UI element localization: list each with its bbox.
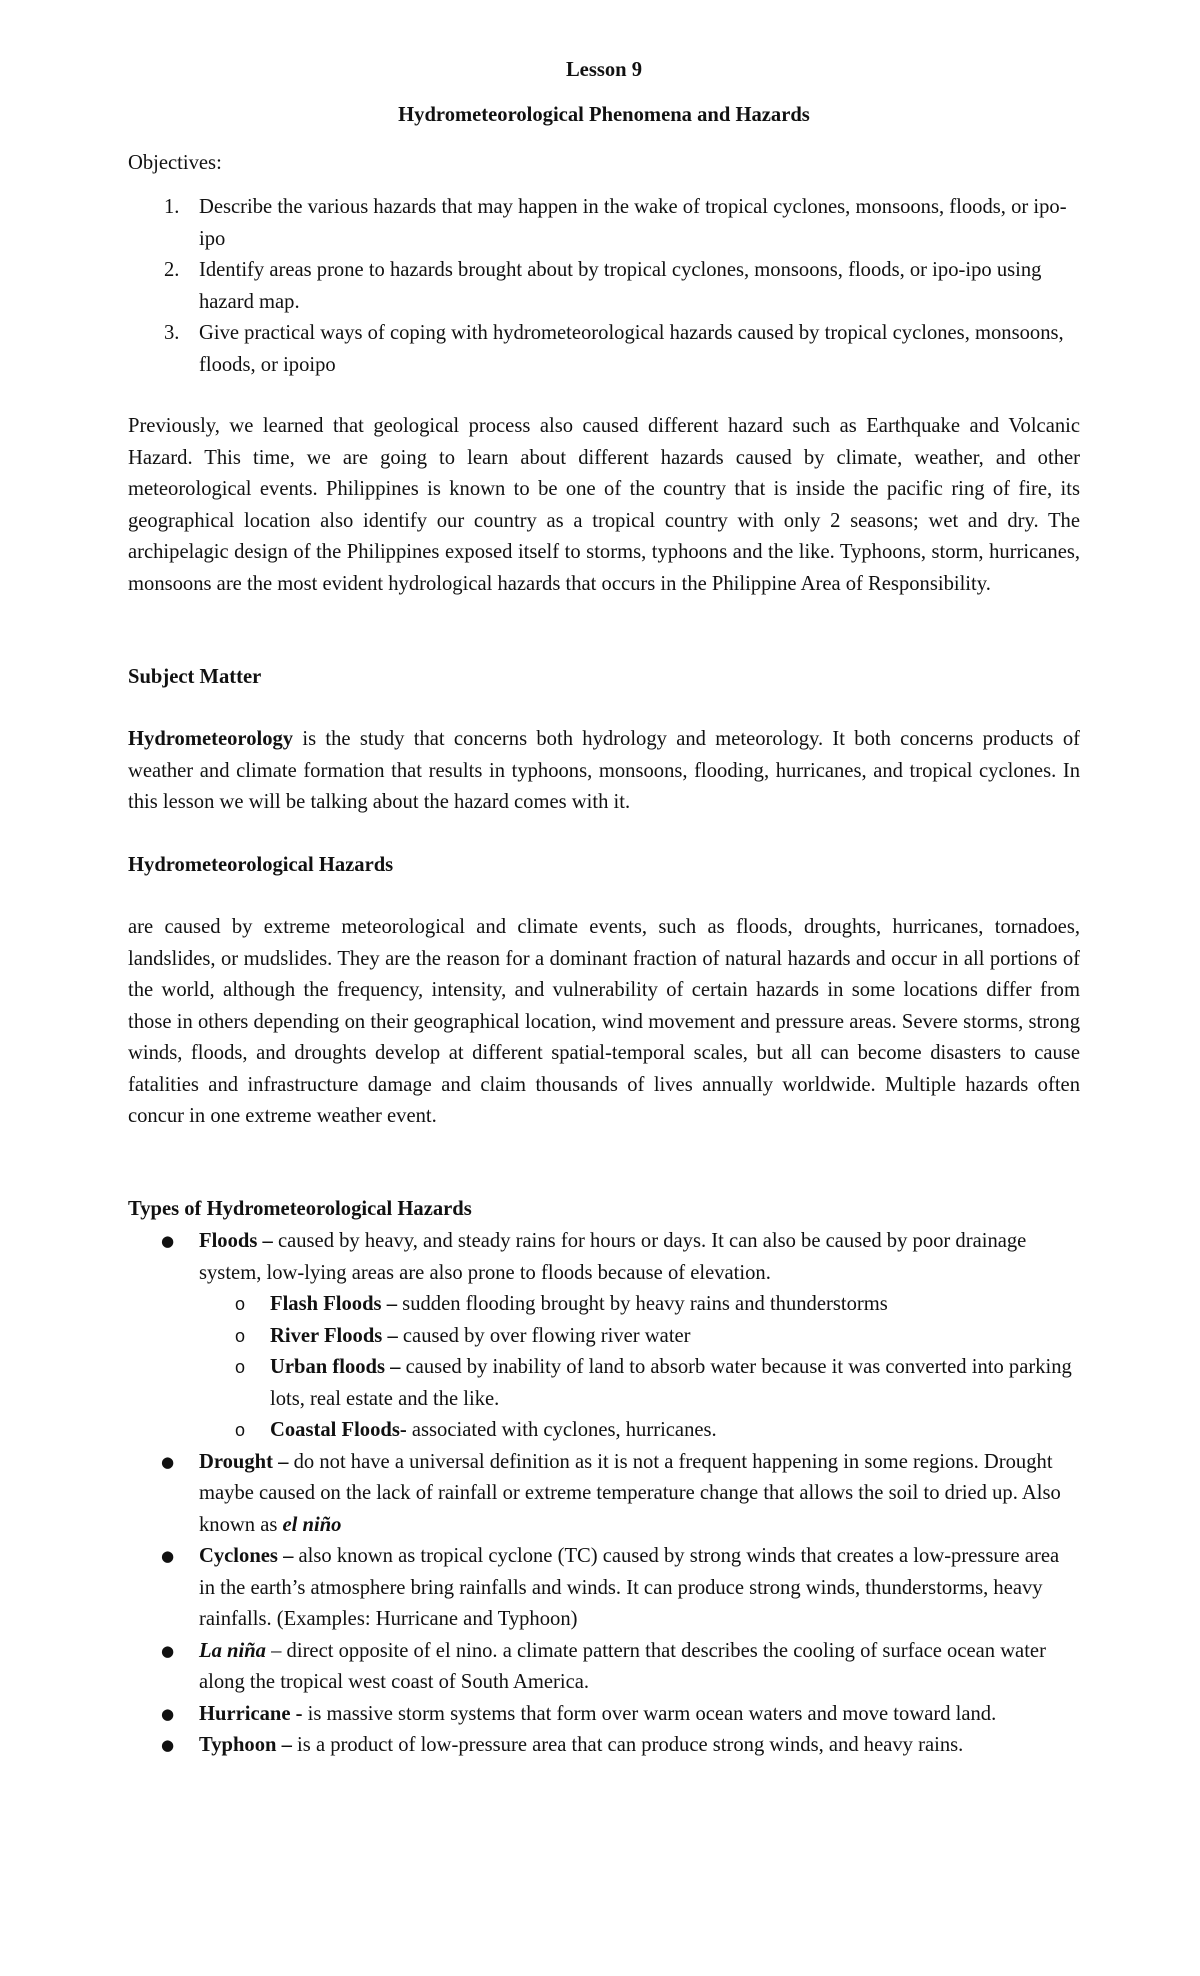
objective-number: 1.: [164, 196, 180, 218]
term-el-nino: el niño: [282, 1513, 342, 1536]
bullet-icon: ●: [161, 1736, 175, 1754]
objective-text: Identify areas prone to hazards brought about by tropical cyclones, monsoons, floods, or ipo-ipo using hazard map.: [199, 259, 1042, 313]
list-item-flash-floods: [199, 1289, 1080, 1321]
hydrometeorology-definition: is the study that concerns both hydrology and meteorology. It both concerns products of weather and climate formation that results in typhoons, monsoons, flooding, hurricanes, and tropical cyclones. In this lesson we will be talking about the hazard comes with it.: [128, 728, 1080, 813]
term-drought: Drought –: [199, 1450, 289, 1473]
list-item-hurricane: [128, 1699, 1080, 1731]
definition-coastal-floods: associated with cyclones, hurricanes.: [406, 1419, 717, 1441]
intro-paragraph: Previously, we learned that geological process also caused different hazard such as Earthquake and Volcanic Hazard. This time, we are going to learn about different hazards caused by climate, weather, and other meteorological events. Philippines is known to be one of the country that is inside the pacific ring of fire, its geographical location also identify our country as a tropical country with only 2 seasons; wet and dry. The archipelagic design of the Philippines exposed itself to storms, typhoons and the like. Typhoons, storm, hurricanes, monsoons are the most evident hydrological hazards that occurs in the Philippine Area of Responsibility.: [128, 415, 1080, 595]
definition-floods: caused by heavy, and steady rains for hours or days. It can also be caused by poor drainage system, low-lying areas are also prone to floods because of elevation.: [199, 1230, 1027, 1284]
term-floods: Floods –: [199, 1230, 273, 1252]
objective-number: 2.: [164, 259, 180, 281]
definition-typhoon: is a product of low-pressure area that can produce strong winds, and heavy rains.: [291, 1734, 964, 1756]
topic-title: Hydrometeorological Phenomena and Hazards: [398, 104, 810, 126]
list-item-drought: [128, 1447, 1080, 1542]
definition-flash-floods: sudden flooding brought by heavy rains and thunderstorms: [397, 1293, 888, 1315]
objective-item: [128, 255, 1080, 318]
objectives-list: [128, 192, 1080, 381]
term-cyclones: Cyclones –: [199, 1545, 294, 1567]
hazard-types-list: [128, 1226, 1080, 1762]
bullet-icon: ●: [161, 1452, 175, 1471]
term-flash-floods: Flash Floods –: [270, 1293, 398, 1315]
definition-river-floods: caused by over flowing river water: [397, 1324, 691, 1347]
types-heading: Types of Hydrometeorological Hazards: [128, 1198, 472, 1220]
definition-urban-floods: caused by inability of land to absorb water because it was converted into parking lots, real estate and the like.: [270, 1356, 1072, 1410]
list-item-la-nina: [128, 1636, 1080, 1699]
bullet-icon: ●: [161, 1704, 175, 1723]
objective-number: 3.: [164, 322, 180, 344]
definition-hurricane: is massive storm systems that form over warm ocean waters and move toward land.: [302, 1702, 997, 1725]
hydrometeorology-term: Hydrometeorology: [128, 728, 294, 750]
objective-item: [128, 192, 1080, 255]
definition-drought: do not have a universal definition as it is not a frequent happening in some regions. Drought maybe caused on the lack of rainfall or extreme temperature change that allows the soil to dried up. Also known as: [199, 1450, 1061, 1536]
hazards-heading: Hydrometeorological Hazards: [128, 854, 394, 876]
list-item-typhoon: [128, 1730, 1080, 1762]
term-typhoon: Typhoon –: [199, 1734, 292, 1756]
circle-bullet-icon: o: [235, 1420, 246, 1440]
term-la-nina: La niña: [199, 1639, 266, 1662]
list-item-river-floods: [199, 1321, 1080, 1353]
circle-bullet-icon: o: [235, 1325, 246, 1346]
list-item-urban-floods: [199, 1352, 1080, 1415]
objective-text: Describe the various hazards that may happen in the wake of tropical cyclones, monsoons, floods, or ipo-ipo: [199, 196, 1067, 250]
hydrometeorology-paragraph: [128, 724, 1080, 819]
objective-item: [128, 318, 1080, 381]
term-urban-floods: Urban floods –: [270, 1356, 401, 1378]
hazards-paragraph: are caused by extreme meteorological and climate events, such as floods, droughts, hurricanes, tornadoes, landslides, or mudslides. They are the reason for a dominant fraction of natural hazards and occur in all portions of the world, although the frequency, intensity, and vulnerability of certain hazards in some locations differ from those in others depending on their geographical location, wind movement and pressure areas. Severe storms, strong winds, floods, and droughts develop at different spatial-temporal scales, but all can become disasters to cause fatalities and infrastructure damage and claim thousands of lives annually worldwide. Multiple hazards often concur in one extreme weather event.: [128, 916, 1080, 1127]
definition-cyclones: also known as tropical cyclone (TC) caused by strong winds that creates a low-pressure area in the earth’s atmosphere bring rainfalls and winds. It can produce strong winds, thunderstorms, heavy rainfalls. (Examples: Hurricane and Typhoon): [199, 1545, 1060, 1630]
definition-la-nina: – direct opposite of el nino. a climate pattern that describes the cooling of surface ocean water along the tropical west coast of South America.: [199, 1639, 1046, 1693]
bullet-icon: ●: [161, 1232, 175, 1250]
circle-bullet-icon: o: [235, 1294, 246, 1314]
circle-bullet-icon: o: [235, 1357, 246, 1377]
bullet-icon: ●: [161, 1641, 175, 1660]
objectives-label: Objectives:: [128, 152, 222, 174]
term-river-floods: River Floods –: [270, 1324, 398, 1347]
bullet-icon: ●: [161, 1547, 175, 1565]
list-item-coastal-floods: [199, 1415, 1080, 1447]
term-hurricane: Hurricane -: [199, 1702, 303, 1725]
flood-subtypes-list: [199, 1289, 1080, 1447]
term-coastal-floods: Coastal Floods-: [270, 1419, 407, 1441]
objective-text: Give practical ways of coping with hydrometeorological hazards caused by tropical cyclones, monsoons, floods, or ipoipo: [199, 322, 1064, 376]
subject-matter-heading: Subject Matter: [128, 666, 262, 688]
list-item-cyclones: [128, 1541, 1080, 1636]
lesson-title: Lesson 9: [565, 59, 643, 81]
list-item-floods: [128, 1226, 1080, 1447]
